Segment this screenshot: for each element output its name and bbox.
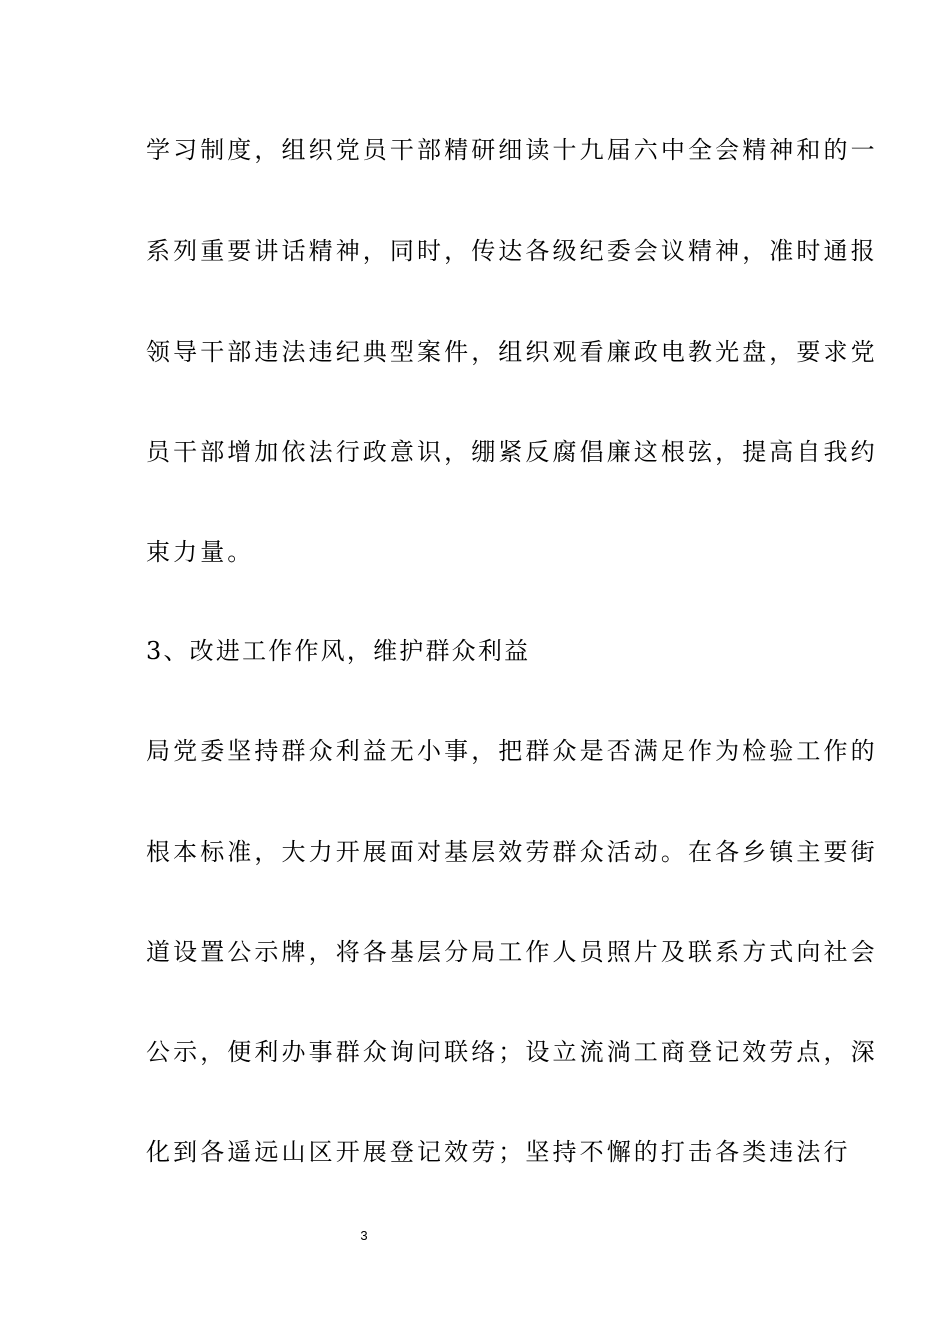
paragraph-line: 领导干部违法违纪典型案件，组织观看廉政电教光盘，要求党 [146,338,878,366]
paragraph-line: 局党委坚持群众利益无小事，把群众是否满足作为检验工作的 [146,737,878,765]
paragraph-line: 公示，便利办事群众询问联络；设立流淌工商登记效劳点，深 [146,1038,878,1066]
paragraph-line: 道设置公示牌，将各基层分局工作人员照片及联系方式向社会 [146,938,878,966]
paragraph-line: 系列重要讲话精神，同时，传达各级纪委会议精神，准时通报 [146,237,878,265]
page-number: 3 [360,1228,368,1243]
paragraph-line: 员干部增加依法行政意识，绷紧反腐倡廉这根弦，提高自我约 [146,438,878,466]
paragraph-line: 根本标准，大力开展面对基层效劳群众活动。在各乡镇主要街 [146,838,878,866]
paragraph-line: 学习制度，组织党员干部精研细读十九届六中全会精神和的一 [146,136,878,164]
section-heading: 3、改进工作作风，维护群众利益 [146,637,531,665]
paragraph-line: 化到各遥远山区开展登记效劳；坚持不懈的打击各类违法行 [146,1138,851,1166]
paragraph-line: 束力量。 [146,538,255,566]
